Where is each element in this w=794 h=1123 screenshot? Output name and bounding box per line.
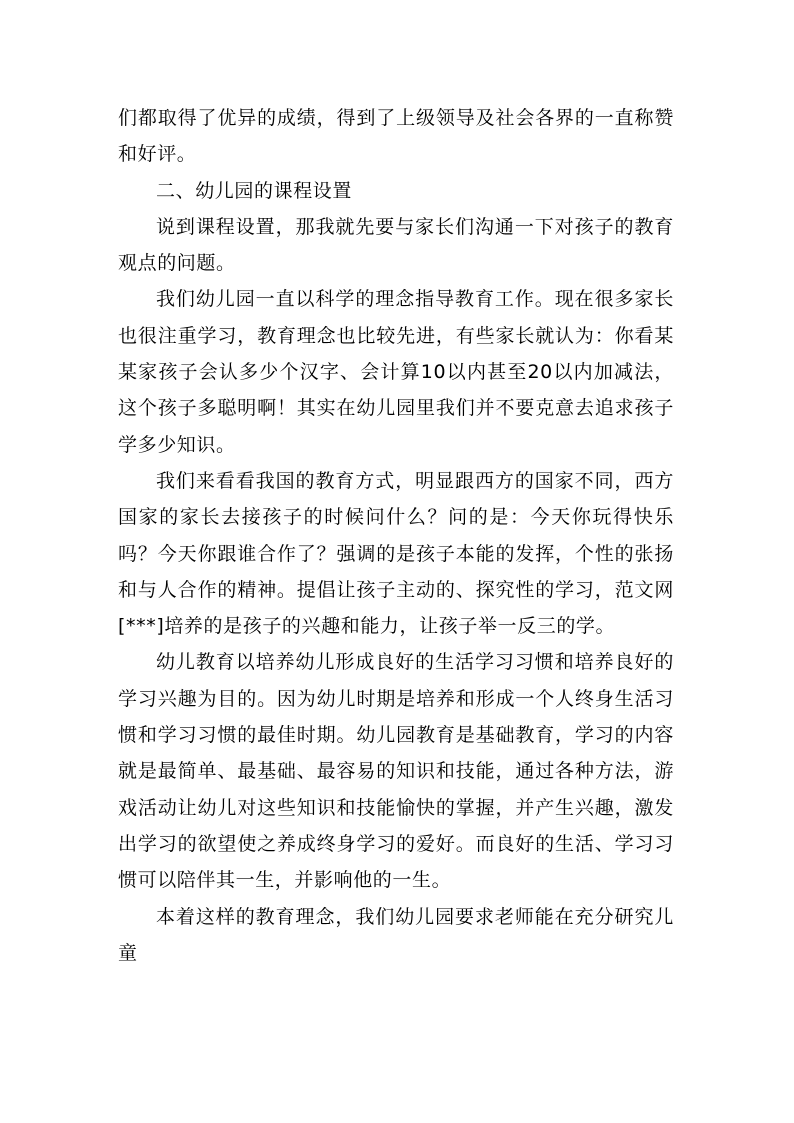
paragraph: 我们来看看我国的教育方式，明显跟西方的国家不同，西方国家的家长去接孩子的时候问什么？问的是：今天你玩得快乐吗？今天你跟谁合作了？强调的是孩子本能的发挥，个性的张扬和与人合作的精神。提倡让孩子主动的、探究性的学习，范文网[***]培养的是孩子的兴趣和能力，让孩子举一反三的学。 (118, 469, 674, 638)
section-heading-curriculum: 二、幼儿园的课程设置 (156, 179, 353, 202)
paragraph: 幼儿教育以培养幼儿形成良好的生活学习习惯和培养良好的学习兴趣为目的。因为幼儿时期是培养和形成一个人终身生活习惯和学习习惯的最佳时期。幼儿园教育是基础教育，学习的内容就是最简单、最基础、最容易的知识和技能，通过各种方法，游戏活动让幼儿对这些知识和技能愉快的掌握，并产生兴趣，激发出学习的欲望使之养成终身学习的爱好。而良好的生活、学习习惯可以陪伴其一生，并影响他的一生。 (118, 651, 674, 892)
paragraph: 说到课程设置，那我就先要与家长们沟通一下对孩子的教育观点的问题。 (118, 215, 674, 275)
paragraph: 我们幼儿园一直以科学的理念指导教育工作。现在很多家长也很注重学习，教育理念也比较先进，有些家长就认为：你看某某家孩子会认多少个汉字、会计算10以内甚至20以内加减法，这个孩子多聪明啊！其实在幼儿园里我们并不要克意去追求孩子学多少知识。 (118, 288, 674, 456)
paragraph-continued: 们都取得了优异的成绩，得到了上级领导及社会各界的一直称赞和好评。 (118, 107, 674, 166)
document-body (118, 100, 674, 971)
paragraph: 本着这样的教育理念，我们幼儿园要求老师能在充分研究儿童 (118, 905, 674, 964)
